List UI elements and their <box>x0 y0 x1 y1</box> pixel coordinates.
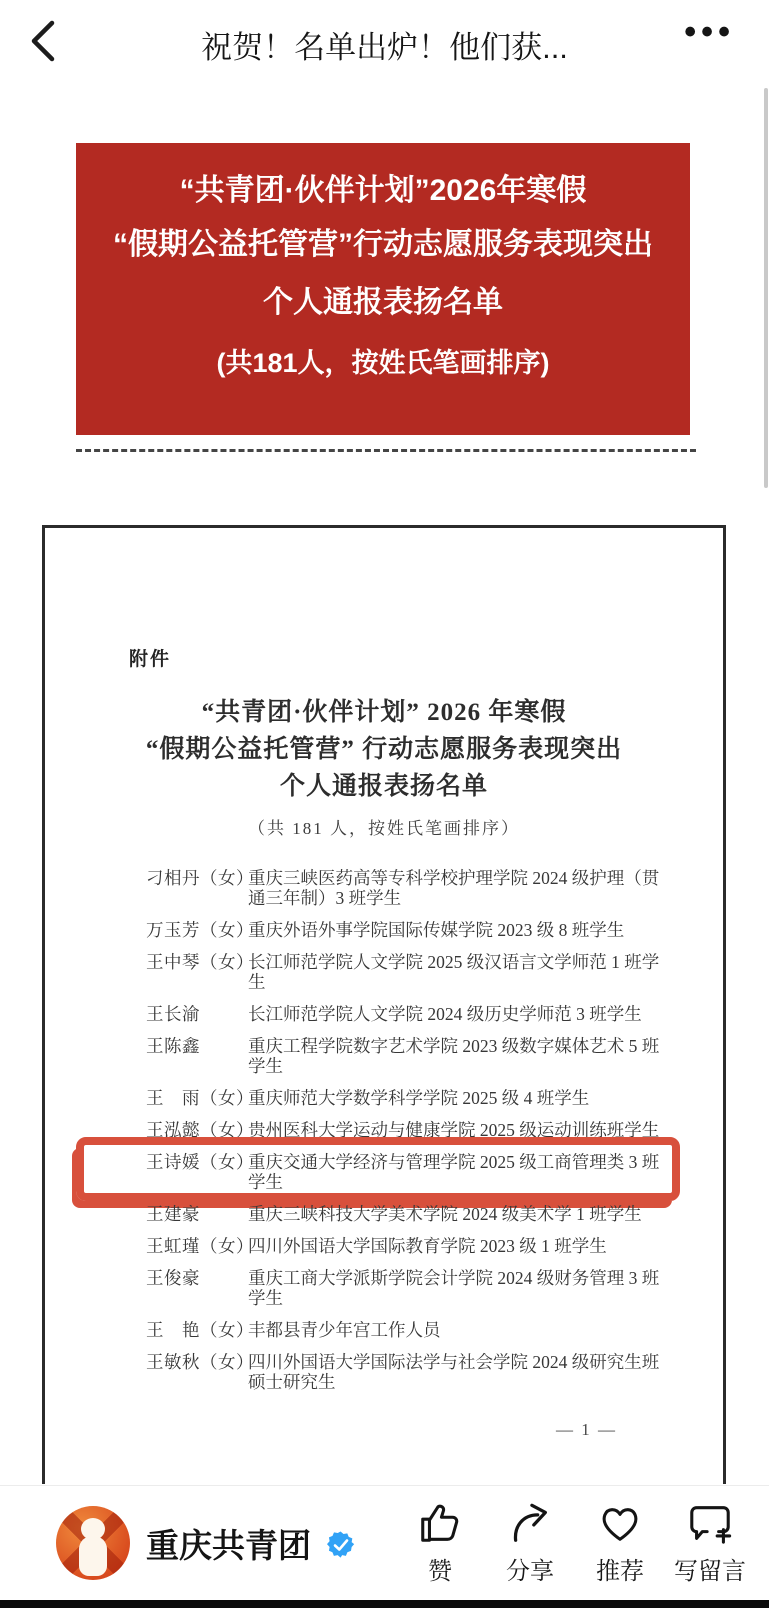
list-item <box>146 868 668 908</box>
entry-name: 王陈鑫 <box>146 1036 200 1056</box>
action-label: 赞 <box>428 1558 452 1585</box>
scrollbar[interactable] <box>764 88 768 488</box>
entry-desc: 四川外国语大学国际教育学院 2023 级 1 班学生 <box>248 1236 607 1256</box>
action-label: 推荐 <box>596 1558 644 1585</box>
entry-desc: 长江师范学院人文学院 2025 级汉语言文学师范 1 班学生 <box>248 952 660 992</box>
list-item <box>146 1120 668 1140</box>
list-item <box>146 1236 668 1256</box>
avatar[interactable] <box>56 1506 130 1580</box>
document-title-line1: “共青团·伙伴计划” 2026 年寒假 <box>201 699 567 726</box>
list-item <box>146 1088 668 1108</box>
attachment-label: 附件 <box>129 649 172 670</box>
list-item <box>146 952 668 992</box>
document-image[interactable] <box>42 525 726 1484</box>
list-item <box>146 1320 668 1340</box>
entry-name: 王诗媛（女） <box>146 1152 254 1172</box>
entry-name: 王建豪 <box>146 1204 200 1224</box>
entry-desc: 四川外国语大学国际法学与社会学院 2024 级研究生班硕士研究生 <box>248 1352 660 1392</box>
entry-desc: 丰都县青少年宫工作人员 <box>248 1320 441 1340</box>
list-item <box>146 1152 668 1192</box>
entry-name: 王泓懿（女） <box>146 1120 254 1140</box>
banner-line4: (共181人，按姓氏笔画排序) <box>216 348 550 378</box>
entry-desc: 重庆外语外事学院国际传媒学院 2023 级 8 班学生 <box>248 920 625 940</box>
home-indicator-bar <box>0 1600 769 1608</box>
entry-name: 王 艳（女） <box>146 1320 254 1340</box>
document-title-line2: “假期公益托管营” 行动志愿服务表现突出 <box>145 736 623 763</box>
nav-bar <box>0 0 769 82</box>
entry-desc: 重庆工商大学派斯学院会计学院 2024 级财务管理 3 班学生 <box>248 1268 660 1308</box>
page-number: — 1 — <box>556 1420 617 1439</box>
more-button[interactable]: ••• <box>684 13 735 51</box>
document-title <box>45 694 723 839</box>
write-comment-button[interactable] <box>665 1500 755 1586</box>
back-chevron-icon <box>26 17 60 65</box>
entry-name: 王俊豪 <box>146 1268 200 1288</box>
list-item <box>146 1036 668 1076</box>
banner-image[interactable] <box>76 143 690 435</box>
share-arrow-icon <box>507 1500 553 1546</box>
thumbs-up-icon <box>417 1500 463 1546</box>
entry-name: 王长渝 <box>146 1004 200 1024</box>
action-label: 写留言 <box>674 1558 746 1585</box>
entry-name: 万玉芳（女） <box>146 920 254 940</box>
entries-list <box>146 868 668 1404</box>
document-title-line3: 个人通报表扬名单 <box>279 773 488 800</box>
list-item <box>146 1268 668 1308</box>
share-button[interactable] <box>485 1500 575 1586</box>
entry-name: 王 雨（女） <box>146 1088 254 1108</box>
recommend-button[interactable] <box>575 1500 665 1586</box>
list-item <box>146 1352 668 1392</box>
back-button[interactable] <box>26 17 60 65</box>
entry-desc: 重庆三峡科技大学美术学院 2024 级美术学 1 班学生 <box>248 1204 642 1224</box>
page-title: 祝贺！名单出炉！他们获... <box>201 30 568 65</box>
dotted-divider <box>76 449 696 452</box>
account-bar <box>0 1485 769 1600</box>
list-item <box>146 920 668 940</box>
account-name: 重庆共青团 <box>146 1526 311 1564</box>
entry-desc: 重庆工程学院数字艺术学院 2023 级数字媒体艺术 5 班学生 <box>248 1036 660 1076</box>
comment-plus-icon <box>687 1500 733 1546</box>
entry-name: 王中琴（女） <box>146 952 254 972</box>
document-subtitle: （共 181 人，按姓氏笔画排序） <box>248 819 520 838</box>
action-buttons <box>395 1486 755 1600</box>
account-info[interactable] <box>56 1486 355 1600</box>
entry-desc: 重庆师范大学数学科学学院 2025 级 4 班学生 <box>248 1088 590 1108</box>
entry-name: 刁相丹（女） <box>146 868 254 888</box>
banner-line2: “假期公益托管营”行动志愿服务表现突出 <box>113 228 653 261</box>
heart-icon <box>597 1500 643 1546</box>
entry-desc: 贵州医科大学运动与健康学院 2025 级运动训练班学生 <box>248 1120 660 1140</box>
entry-desc: 重庆交通大学经济与管理学院 2025 级工商管理类 3 班学生 <box>248 1152 660 1192</box>
entry-desc: 长江师范学院人文学院 2024 级历史学师范 3 班学生 <box>248 1004 642 1024</box>
verified-badge-icon <box>327 1531 355 1559</box>
like-button[interactable] <box>395 1500 485 1586</box>
banner-line3: 个人通报表扬名单 <box>263 286 503 319</box>
action-label: 分享 <box>506 1558 554 1585</box>
banner-line1: “共青团·伙伴计划”2026年寒假 <box>179 174 587 207</box>
entry-name: 王虹瑾（女） <box>146 1236 254 1256</box>
entry-name: 王敏秋（女） <box>146 1352 254 1372</box>
entry-desc: 重庆三峡医药高等专科学校护理学院 2024 级护理（贯通三年制）3 班学生 <box>248 868 660 908</box>
list-item <box>146 1204 668 1224</box>
list-item <box>146 1004 668 1024</box>
